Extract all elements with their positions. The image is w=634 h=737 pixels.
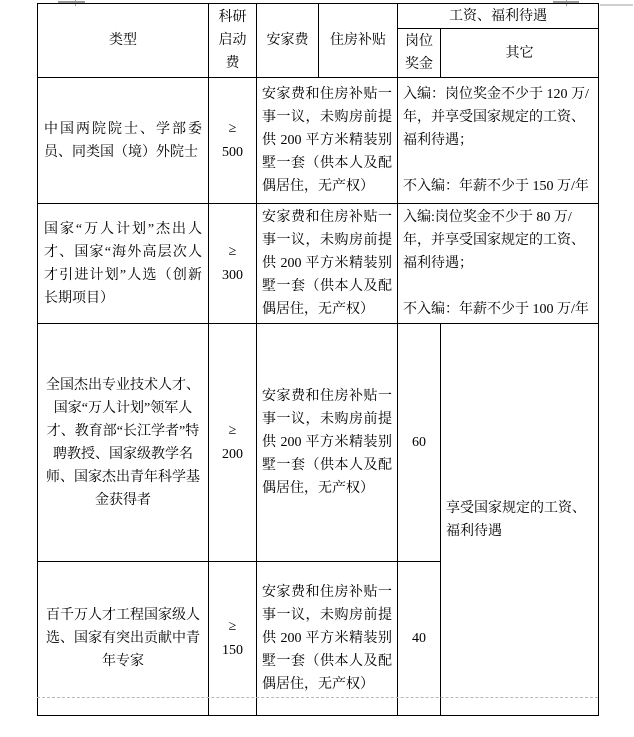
research-fund-cell (209, 562, 257, 716)
gte-symbol: ≥ (228, 243, 237, 259)
talent-benefits-table (37, 3, 599, 716)
table-row-academicians (38, 78, 599, 204)
header-salary-welfare: 工资、福利待遇 (398, 4, 599, 29)
fund-value: 150 (222, 642, 243, 658)
gte-symbol: ≥ (228, 120, 237, 136)
header-post-bonus: 岗位奖金 (398, 29, 441, 78)
gte-symbol: ≥ (228, 422, 237, 438)
table-row-national-experts (38, 324, 599, 562)
post-bonus-cell: 60 (398, 324, 441, 562)
type-cell: 国家“万人计划”杰出人才、国家“海外高层次人才引进计划”人选（创新长期项目） (38, 204, 209, 324)
header-settling-allowance: 安家费 (257, 4, 319, 78)
salary-nonstaffed-text: 不入编：年薪不少于 150 万/年 (403, 179, 589, 194)
housing-policy-cell: 安家费和住房补贴一事一议，未购房前提供 200 平方米精装别墅一套（供本人及配偶居住，无产权） (257, 204, 398, 324)
header-housing-subsidy: 住房补贴 (319, 4, 398, 78)
type-cell: 百千万人才工程国家级人选、国家有突出贡献中青年专家 (38, 562, 209, 716)
fund-value: 200 (222, 446, 243, 462)
type-cell: 中国两院院士、学部委员、同类国（境）外院士 (38, 78, 209, 204)
top-edge-artifact-right (600, 4, 633, 6)
table-row-wanren-plan (38, 204, 599, 324)
shared-other-cell: 享受国家规定的工资、福利待遇 (441, 324, 599, 716)
header-other: 其它 (441, 29, 599, 78)
header-research-startup-fee: 科研启动费 (209, 4, 257, 78)
gte-symbol: ≥ (228, 618, 237, 634)
research-fund-cell (209, 324, 257, 562)
research-fund-cell (209, 78, 257, 204)
header-row-1 (38, 4, 599, 29)
post-bonus-cell: 40 (398, 562, 441, 716)
research-fund-cell (209, 204, 257, 324)
salary-staffed-text: 入编：岗位奖金不少于 120 万/年，并享受国家规定的工资、福利待遇； (403, 87, 589, 148)
salary-cell (398, 204, 599, 324)
page-break-dashed-line (37, 697, 598, 698)
fund-value: 500 (222, 144, 243, 160)
fund-value: 300 (222, 267, 243, 283)
housing-policy-cell: 安家费和住房补贴一事一议，未购房前提供 200 平方米精装别墅一套（供本人及配偶居住，无产权） (257, 324, 398, 562)
housing-policy-cell: 安家费和住房补贴一事一议，未购房前提供 200 平方米精装别墅一套（供本人及配偶居住，无产权） (257, 78, 398, 204)
salary-staffed-text: 入编:岗位奖金不少于 80 万/年，并享受国家规定的工资、福利待遇； (403, 210, 585, 271)
header-type: 类型 (38, 4, 209, 78)
salary-nonstaffed-text: 不入编：年薪不少于 100 万/年 (403, 302, 589, 317)
type-cell: 全国杰出专业技术人才、国家“万人计划”领军人才、教育部“长江学者”特聘教授、国家级教学名师、国家杰出青年科学基金获得者 (38, 324, 209, 562)
housing-policy-cell: 安家费和住房补贴一事一议，未购房前提供 200 平方米精装别墅一套（供本人及配偶居住，无产权） (257, 562, 398, 716)
salary-cell (398, 78, 599, 204)
